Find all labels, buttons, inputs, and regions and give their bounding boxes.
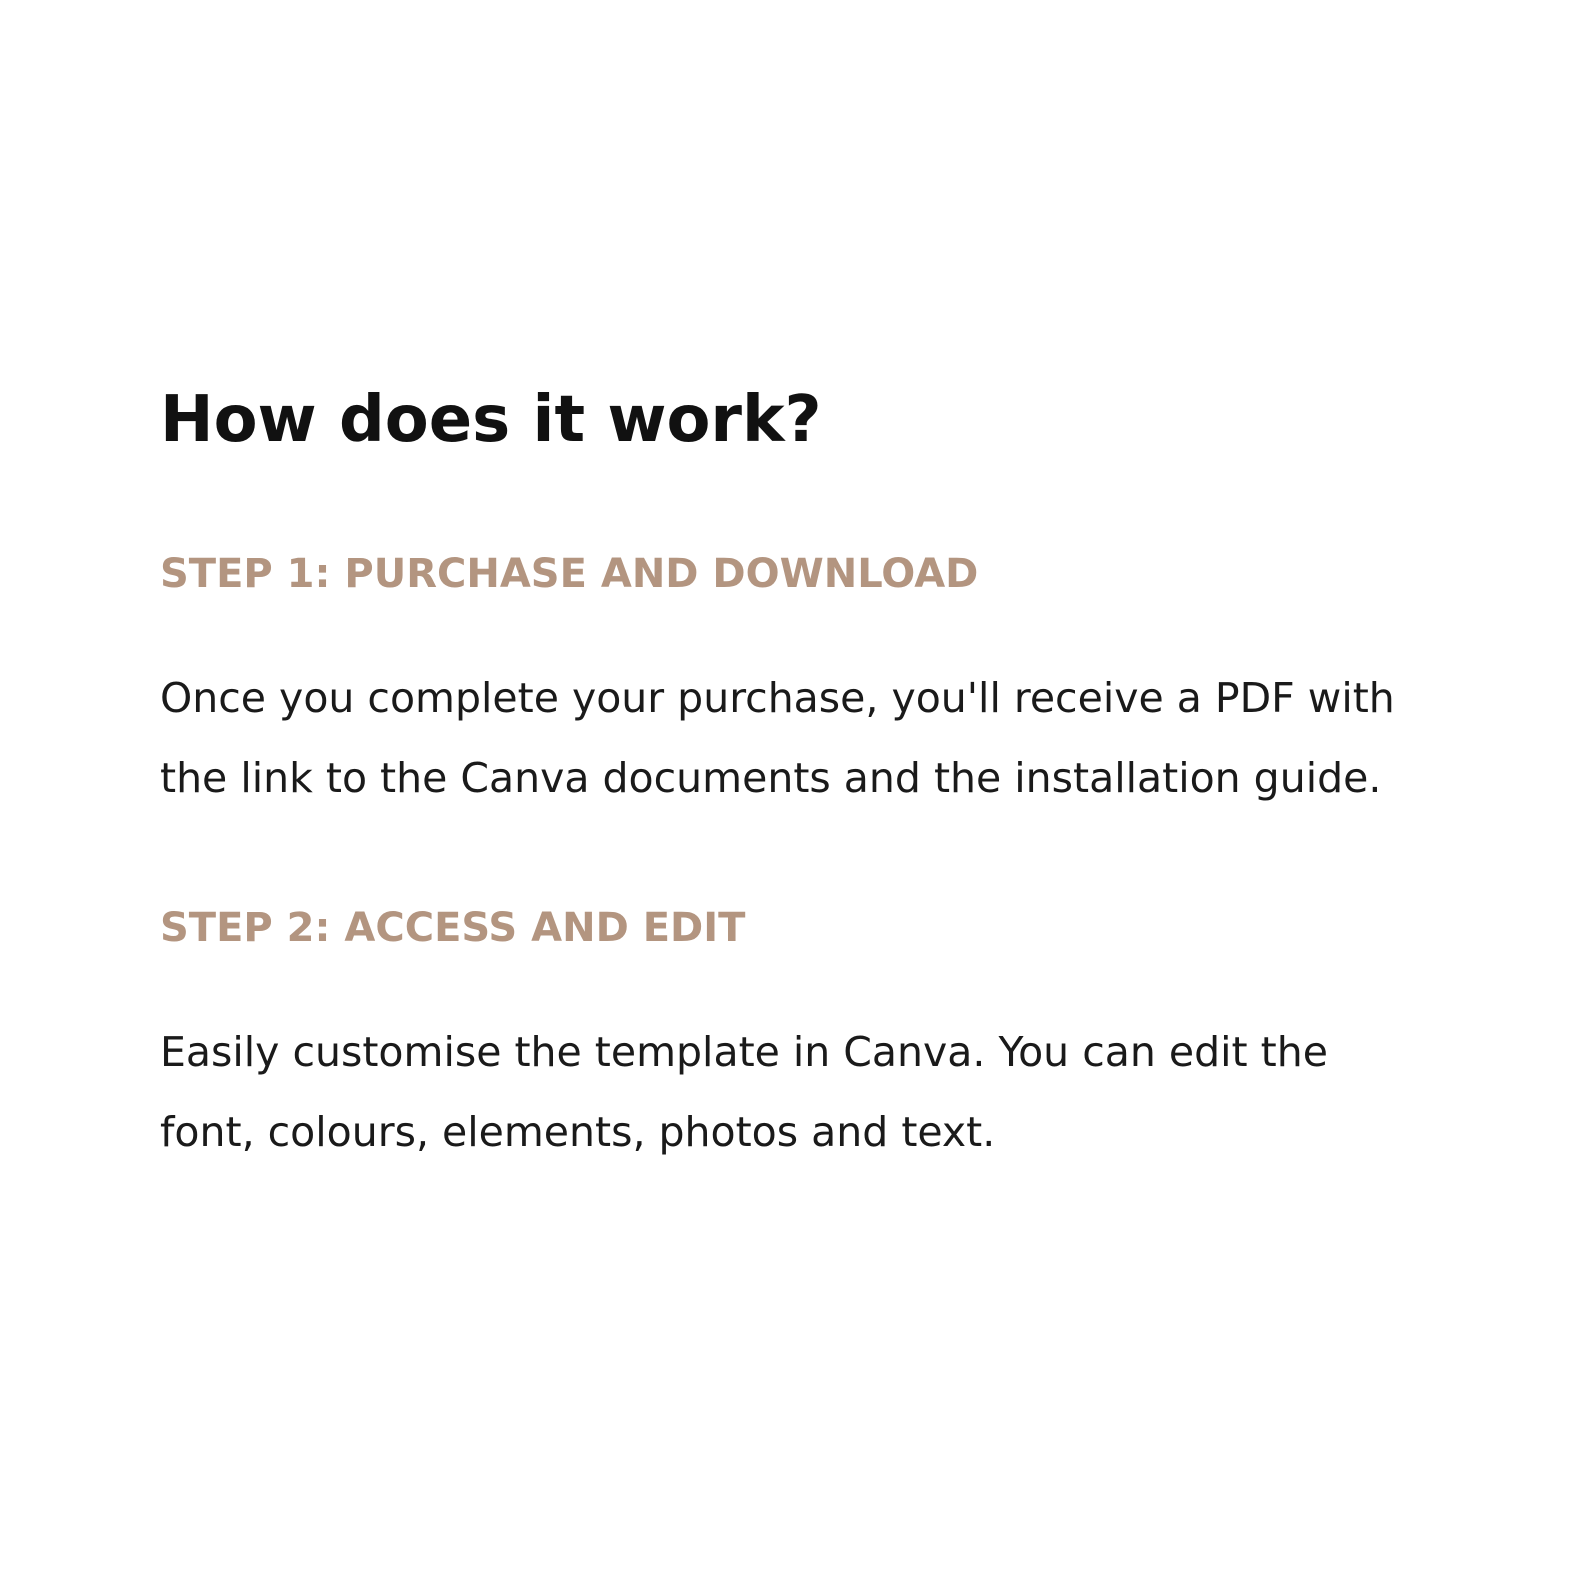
step-1-description: Once you complete your purchase, you'll receive a PDF with the link to the Canva documents and the installation guide. xyxy=(160,674,1395,802)
page-title: How does it work? xyxy=(160,383,822,457)
step-2-description: Easily customise the template in Canva. You can edit the font, colours, elements, photos and text. xyxy=(160,1028,1328,1156)
step-1 xyxy=(160,546,1460,818)
step-1-heading: STEP 1: PURCHASE AND DOWNLOAD xyxy=(160,551,979,597)
step-2-heading: STEP 2: ACCESS AND EDIT xyxy=(160,905,746,951)
step-2 xyxy=(160,900,1460,1172)
how-it-works-section xyxy=(160,380,1460,1172)
